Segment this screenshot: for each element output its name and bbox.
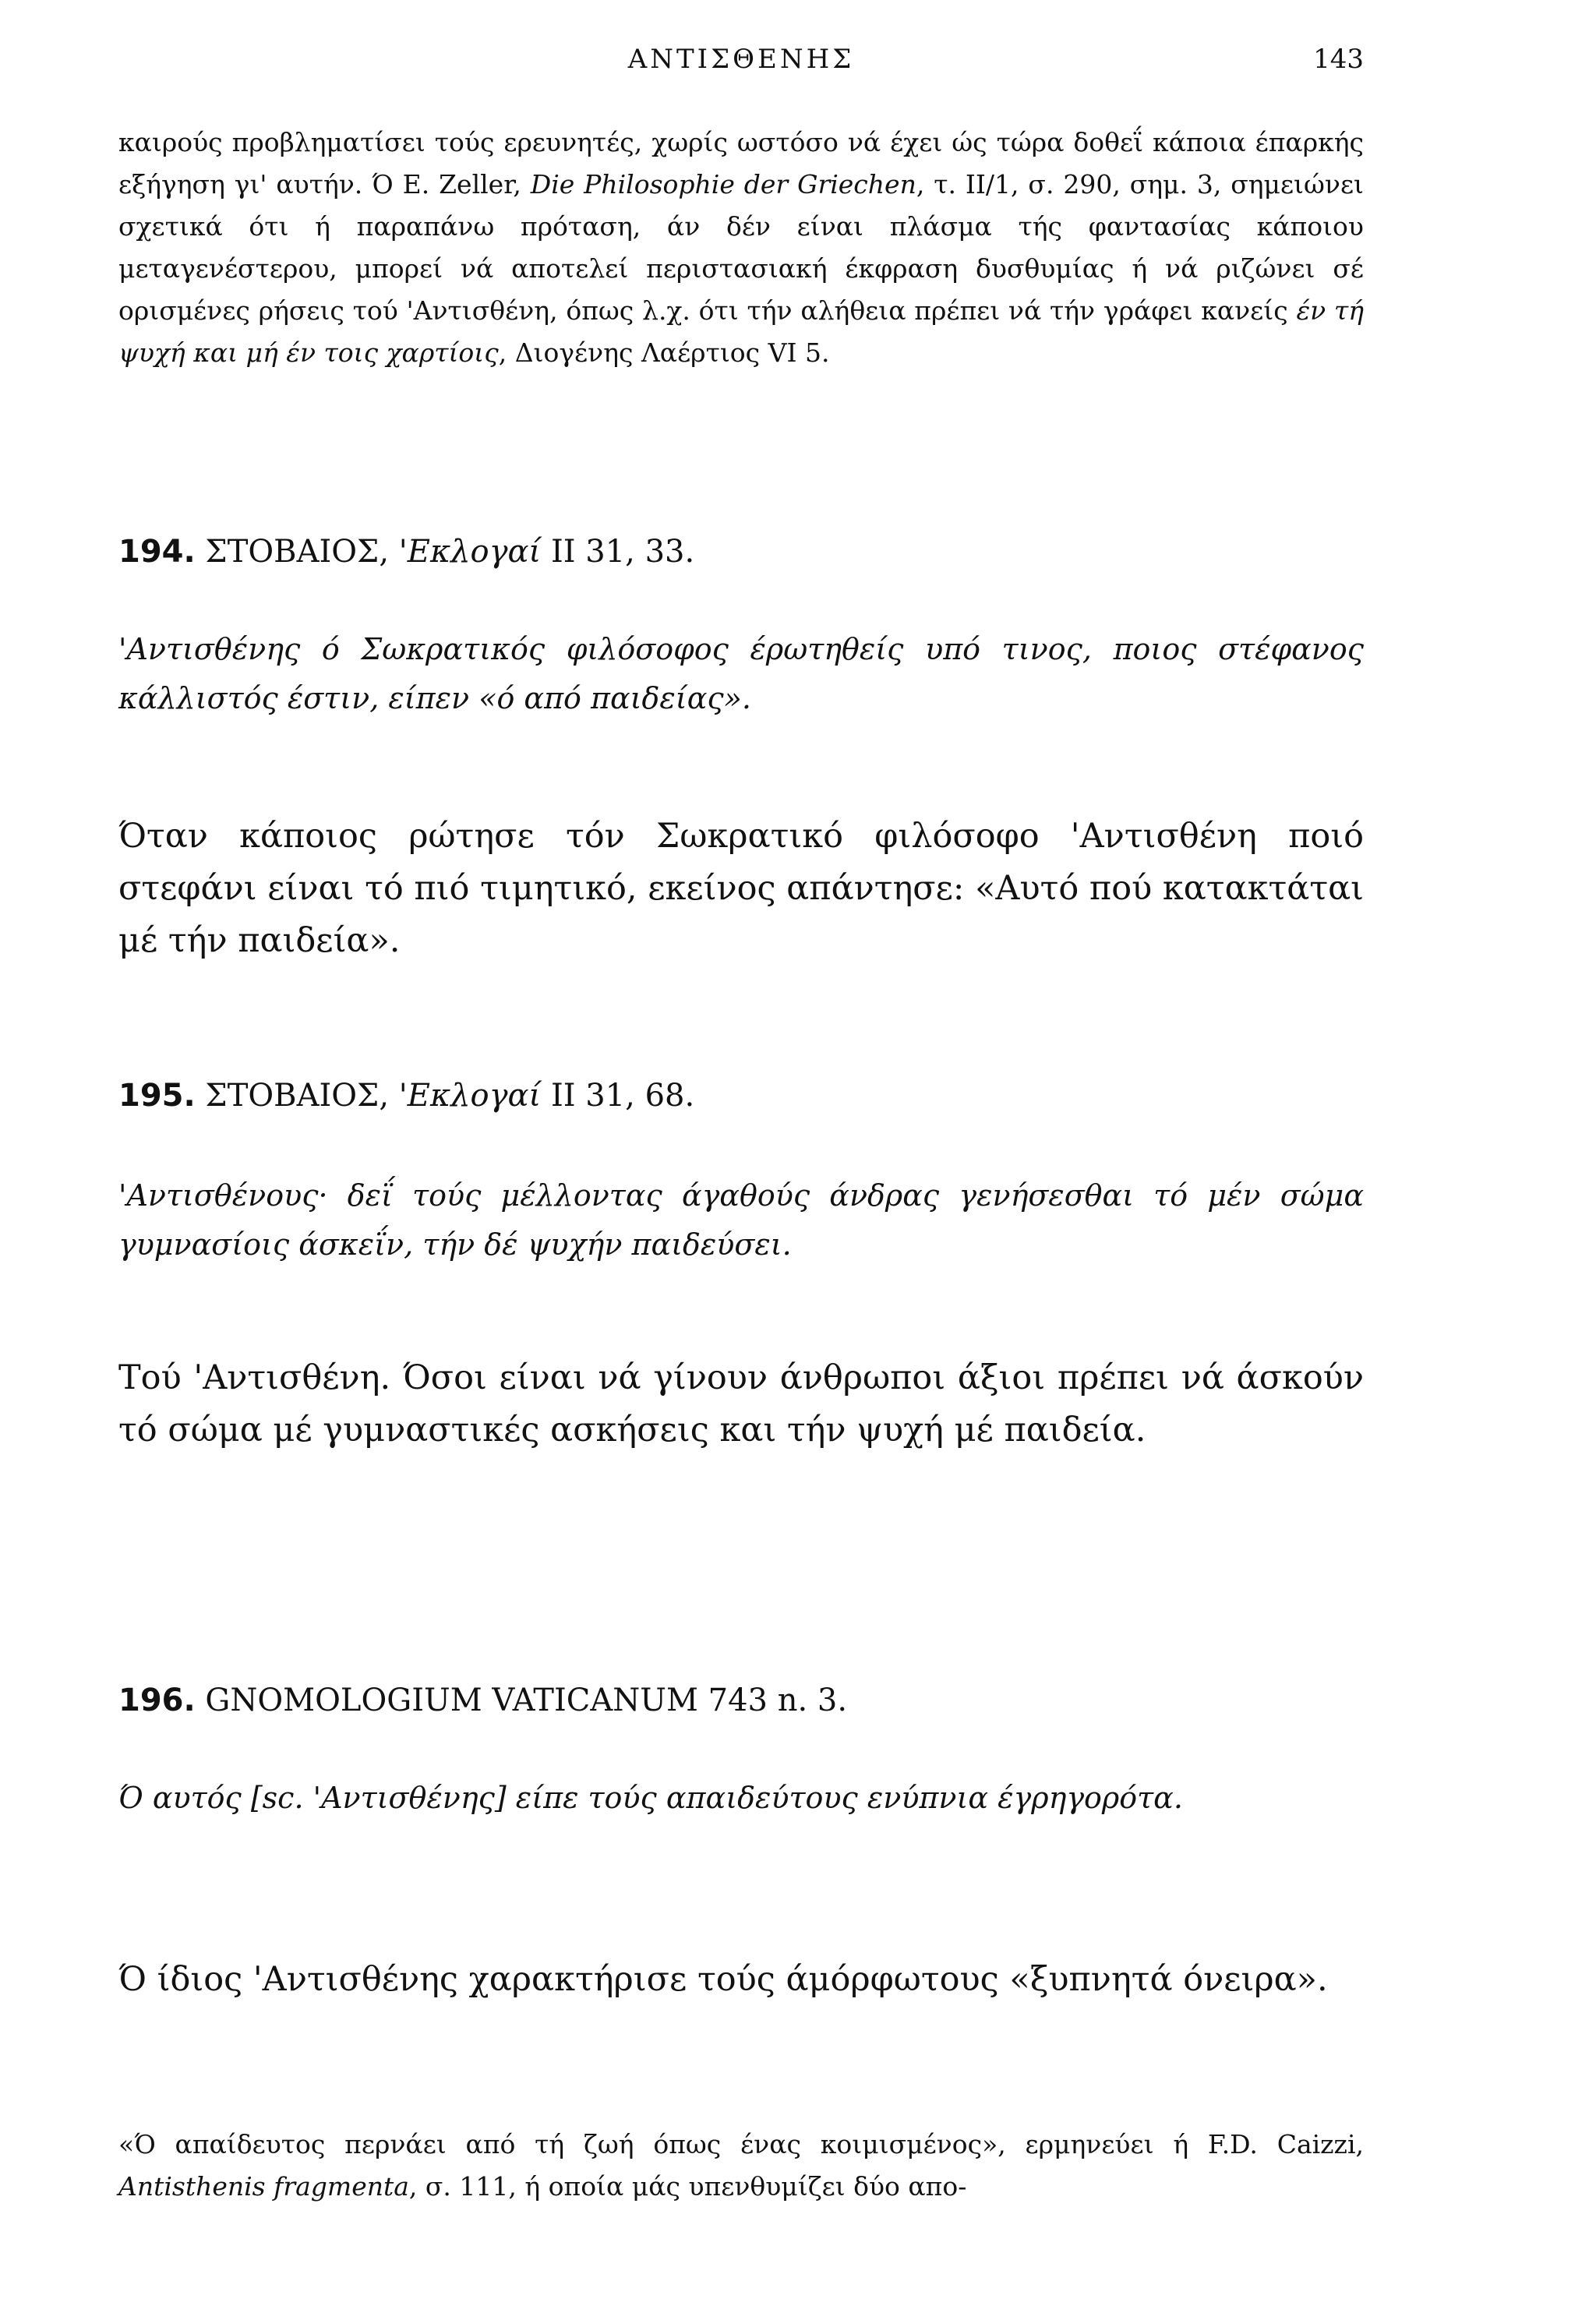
running-header [118,44,1364,83]
note-work-title: Antisthenis fragmenta [118,2171,409,2202]
note-text-1: καιρούς προβληματίσει τούς ερευνητές, χωρίς ωστόσο νά έχει ώς τώρα δοθεΐ κάποια έπαρκής εξήγηση γι' αυτήν. Ό Ε. Zeller, [118,127,1364,200]
page-number: 143 [1313,44,1364,75]
fragment-translation [118,810,1364,967]
fragment-reference: II 31, 33. [550,534,695,570]
fragment-reference: II 31, 68. [550,1078,695,1114]
fragment-source: ΣΤΟΒΑΙΟΣ, [205,534,390,570]
note-paragraph [118,2124,1364,2208]
greek-text: 'Αντισθένης ό Σωκρατικός φιλόσοφος έρωτηθείς υπό τινος, ποιος στέφανος κάλλιστός έστιν, είπεν «ό από παιδείας». [118,632,1364,715]
note-text-2: , τ. II/1, σ. 290, σημ. 3, σημειώνει σχετικά ότι ή παραπάνω πρόταση, άν δέν είναι πλάσμα τής φαντασίας κάποιου μεταγενέστερου, μπορεί νά αποτελεί περιστασιακή έκφραση δυσθυμίας ή νά ριζώνει σέ ορισμένες ρήσεις τού 'Αντισθένη, όπως λ.χ. ότι τήν αλήθεια πρέπει νά τήν γράφει κανείς [118,169,1364,326]
fragment-work: 'Εκλογαί [398,534,542,570]
fragment-source: GNOMOLOGIUM VATICANUM 743 n. 3. [205,1683,848,1718]
note-work-title: Die Philosophie der Griechen [530,169,916,200]
note-text-1: «Ό απαίδευτος περνάει από τή ζωή όπως ένας κοιμισμένος», ερμηνεύει ή F.D. Caizzi, [118,2129,1364,2159]
note-text-3: , Διογένης Λαέρτιος VI 5. [498,337,830,368]
fragment-number: 195. [118,1078,196,1114]
greek-text [118,1774,1364,1823]
note-text-2: , σ. 111, ή οποία μάς υπενθυμίζει δύο απο- [408,2171,967,2202]
fragment-greek-text [118,625,1364,723]
fragment-heading [118,532,1364,571]
running-title: ΑΝΤΙΣΘΕΝΗΣ [627,44,855,75]
fragment-number: 196. [118,1683,196,1718]
fragment-greek-text [118,1171,1364,1269]
document-page [118,0,1364,2320]
fragment-translation [118,1352,1364,1457]
translation-text: Τού 'Αντισθένη. Όσοι είναι νά γίνουν άνθρωποι άξιοι πρέπει νά άσκούν τό σώμα μέ γυμναστικές ασκήσεις και τήν ψυχή μέ παιδεία. [118,1358,1364,1450]
fragment-greek-text [118,1774,1364,1823]
greek-text-part1: Ό αυτός [sc. [118,1781,313,1815]
note-greek-phrase: έν τή ψυχή και μή έν τοις χαρτίοις [118,295,1364,368]
footnote-paragraph [118,122,1364,374]
fragment-note [118,2124,1364,2208]
fragment-heading [118,1076,1364,1115]
fragment-source: ΣΤΟΒΑΙΟΣ, [205,1078,390,1114]
greek-text-part2: 'Αντισθένης] είπε τούς απαιδεύτους ενύπνια έγρηγορότα. [312,1781,1183,1815]
footnote-continuation [118,122,1364,374]
fragment-number: 194. [118,534,196,570]
fragment-work: 'Εκλογαί [398,1078,542,1114]
fragment-translation [118,1954,1364,2006]
translation-text: Ό ίδιος 'Αντισθένης χαρακτήρισε τούς άμόρφωτους «ξυπνητά όνειρα». [118,1960,1328,1999]
greek-text: 'Αντισθένους· δεΐ τούς μέλλοντας άγαθούς άνδρας γενήσεσθαι τό μέν σώμα γυμνασίοις άσκεΐν, τήν δέ ψυχήν παιδεύσει. [118,1178,1364,1262]
fragment-heading [118,1681,1364,1720]
translation-text: Όταν κάποιος ρώτησε τόν Σωκρατικό φιλόσοφο 'Αντισθένη ποιό στεφάνι είναι τό πιό τιμητικό, εκείνος απάντησε: «Αυτό πού κατακτάται μέ τήν παιδεία». [118,817,1365,960]
